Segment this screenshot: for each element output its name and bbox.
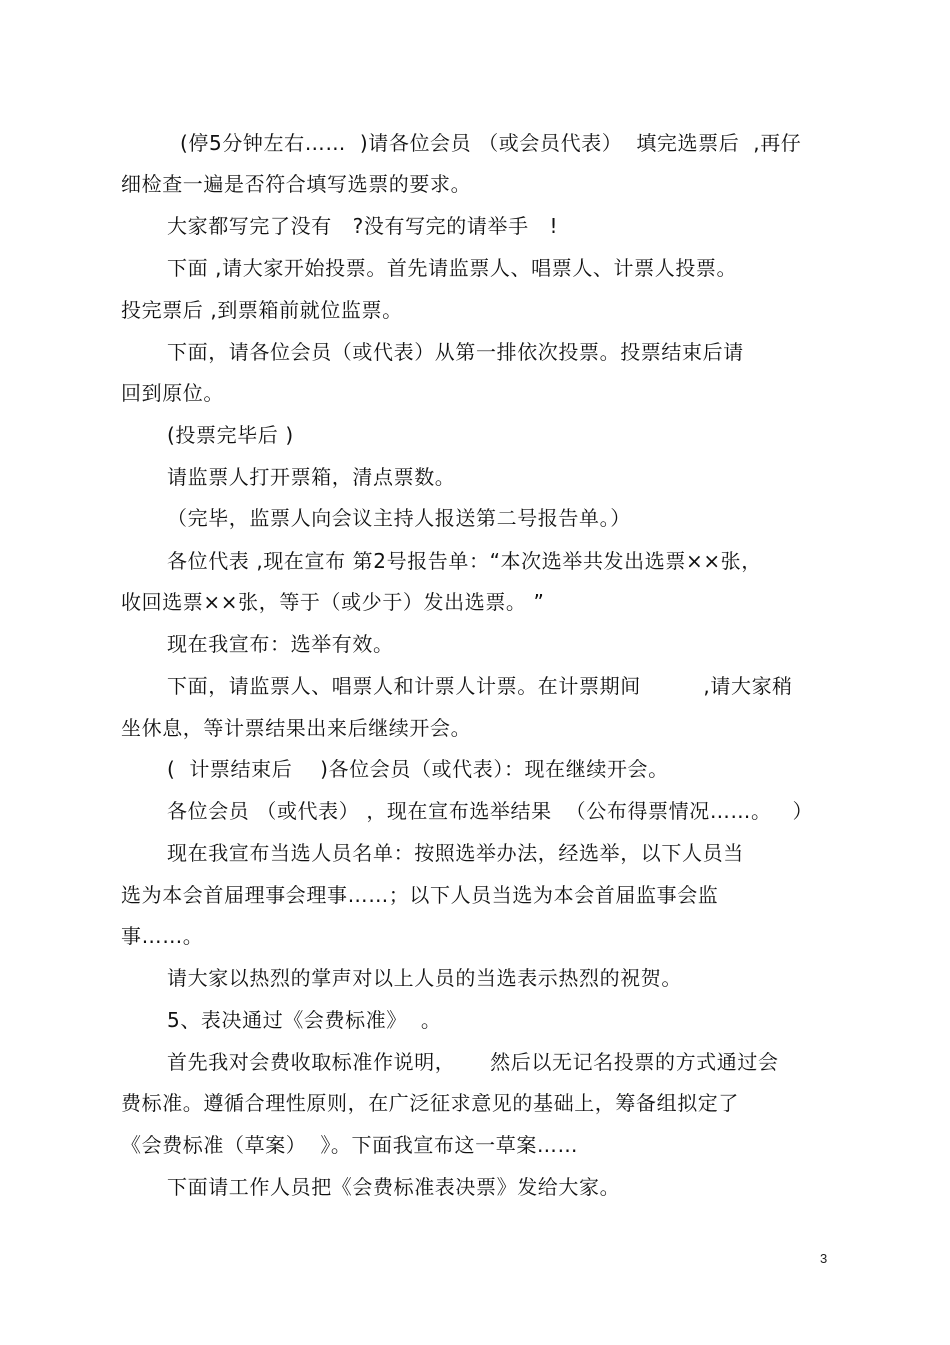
paragraph-line: 现在我宣布当选人员名单：按照选举办法，经选举，以下人员当 — [167, 841, 744, 865]
page-number: 3 — [820, 1251, 828, 1266]
paragraph-line: 下面，请监票人、唱票人和计票人计票。在计票期间 ,请大家稍 — [167, 674, 793, 698]
paragraph-line: 请监票人打开票箱，清点票数。 — [167, 465, 456, 489]
paragraph-line: 请大家以热烈的掌声对以上人员的当选表示热烈的祝贺。 — [167, 966, 682, 990]
paragraph-line: ( 计票结束后 )各位会员（或代表）：现在继续开会。 — [167, 757, 669, 781]
paragraph-line: 费标准。遵循合理性原则，在广泛征求意见的基础上，筹备组拟定了 — [121, 1091, 739, 1115]
paragraph-line: 5、表决通过《会费标准》 。 — [167, 1008, 442, 1032]
paragraph-line: 回到原位。 — [121, 381, 224, 405]
paragraph-line: 选为本会首届理事会理事……；以下人员当选为本会首届监事会监 — [121, 883, 719, 907]
paragraph-line: （完毕，监票人向会议主持人报送第二号报告单。） — [167, 506, 631, 530]
paragraph-line: 坐休息，等计票结果出来后继续开会。 — [121, 716, 472, 740]
paragraph-line: 收回选票××张，等于（或少于）发出选票。 ” — [121, 590, 545, 614]
paragraph-line: 各位会员 （或代表） ，现在宣布选举结果 （公布得票情况……。 ） — [167, 799, 814, 823]
paragraph-line: 大家都写完了没有 ?没有写完的请举手 ! — [167, 214, 559, 238]
paragraph-line: (投票完毕后 ) — [167, 423, 294, 447]
paragraph-line: 细检查一遍是否符合填写选票的要求。 — [121, 172, 472, 196]
paragraph-line: 事……。 — [121, 924, 204, 948]
paragraph-line: 现在我宣布：选举有效。 — [167, 632, 394, 656]
paragraph-line: 下面 ,请大家开始投票。首先请监票人、唱票人、计票人投票。 — [167, 256, 738, 280]
paragraph-line: 下面请工作人员把《会费标准表决票》发给大家。 — [167, 1175, 621, 1199]
paragraph-line: (停5分钟左右…… )请各位会员 （或会员代表） 填完选票后 ,再仔 — [180, 131, 802, 155]
paragraph-line: 投完票后 ,到票箱前就位监票。 — [121, 298, 403, 322]
paragraph-line: 《会费标准（草案） 》。下面我宣布这一草案…… — [121, 1133, 579, 1157]
paragraph-line: 首先我对会费收取标准作说明， 然后以无记名投票的方式通过会 — [167, 1050, 779, 1074]
paragraph-line: 各位代表 ,现在宣布 第2号报告单：“本次选举共发出选票××张， — [167, 549, 762, 573]
paragraph-line: 下面，请各位会员（或代表）从第一排依次投票。投票结束后请 — [167, 340, 744, 364]
